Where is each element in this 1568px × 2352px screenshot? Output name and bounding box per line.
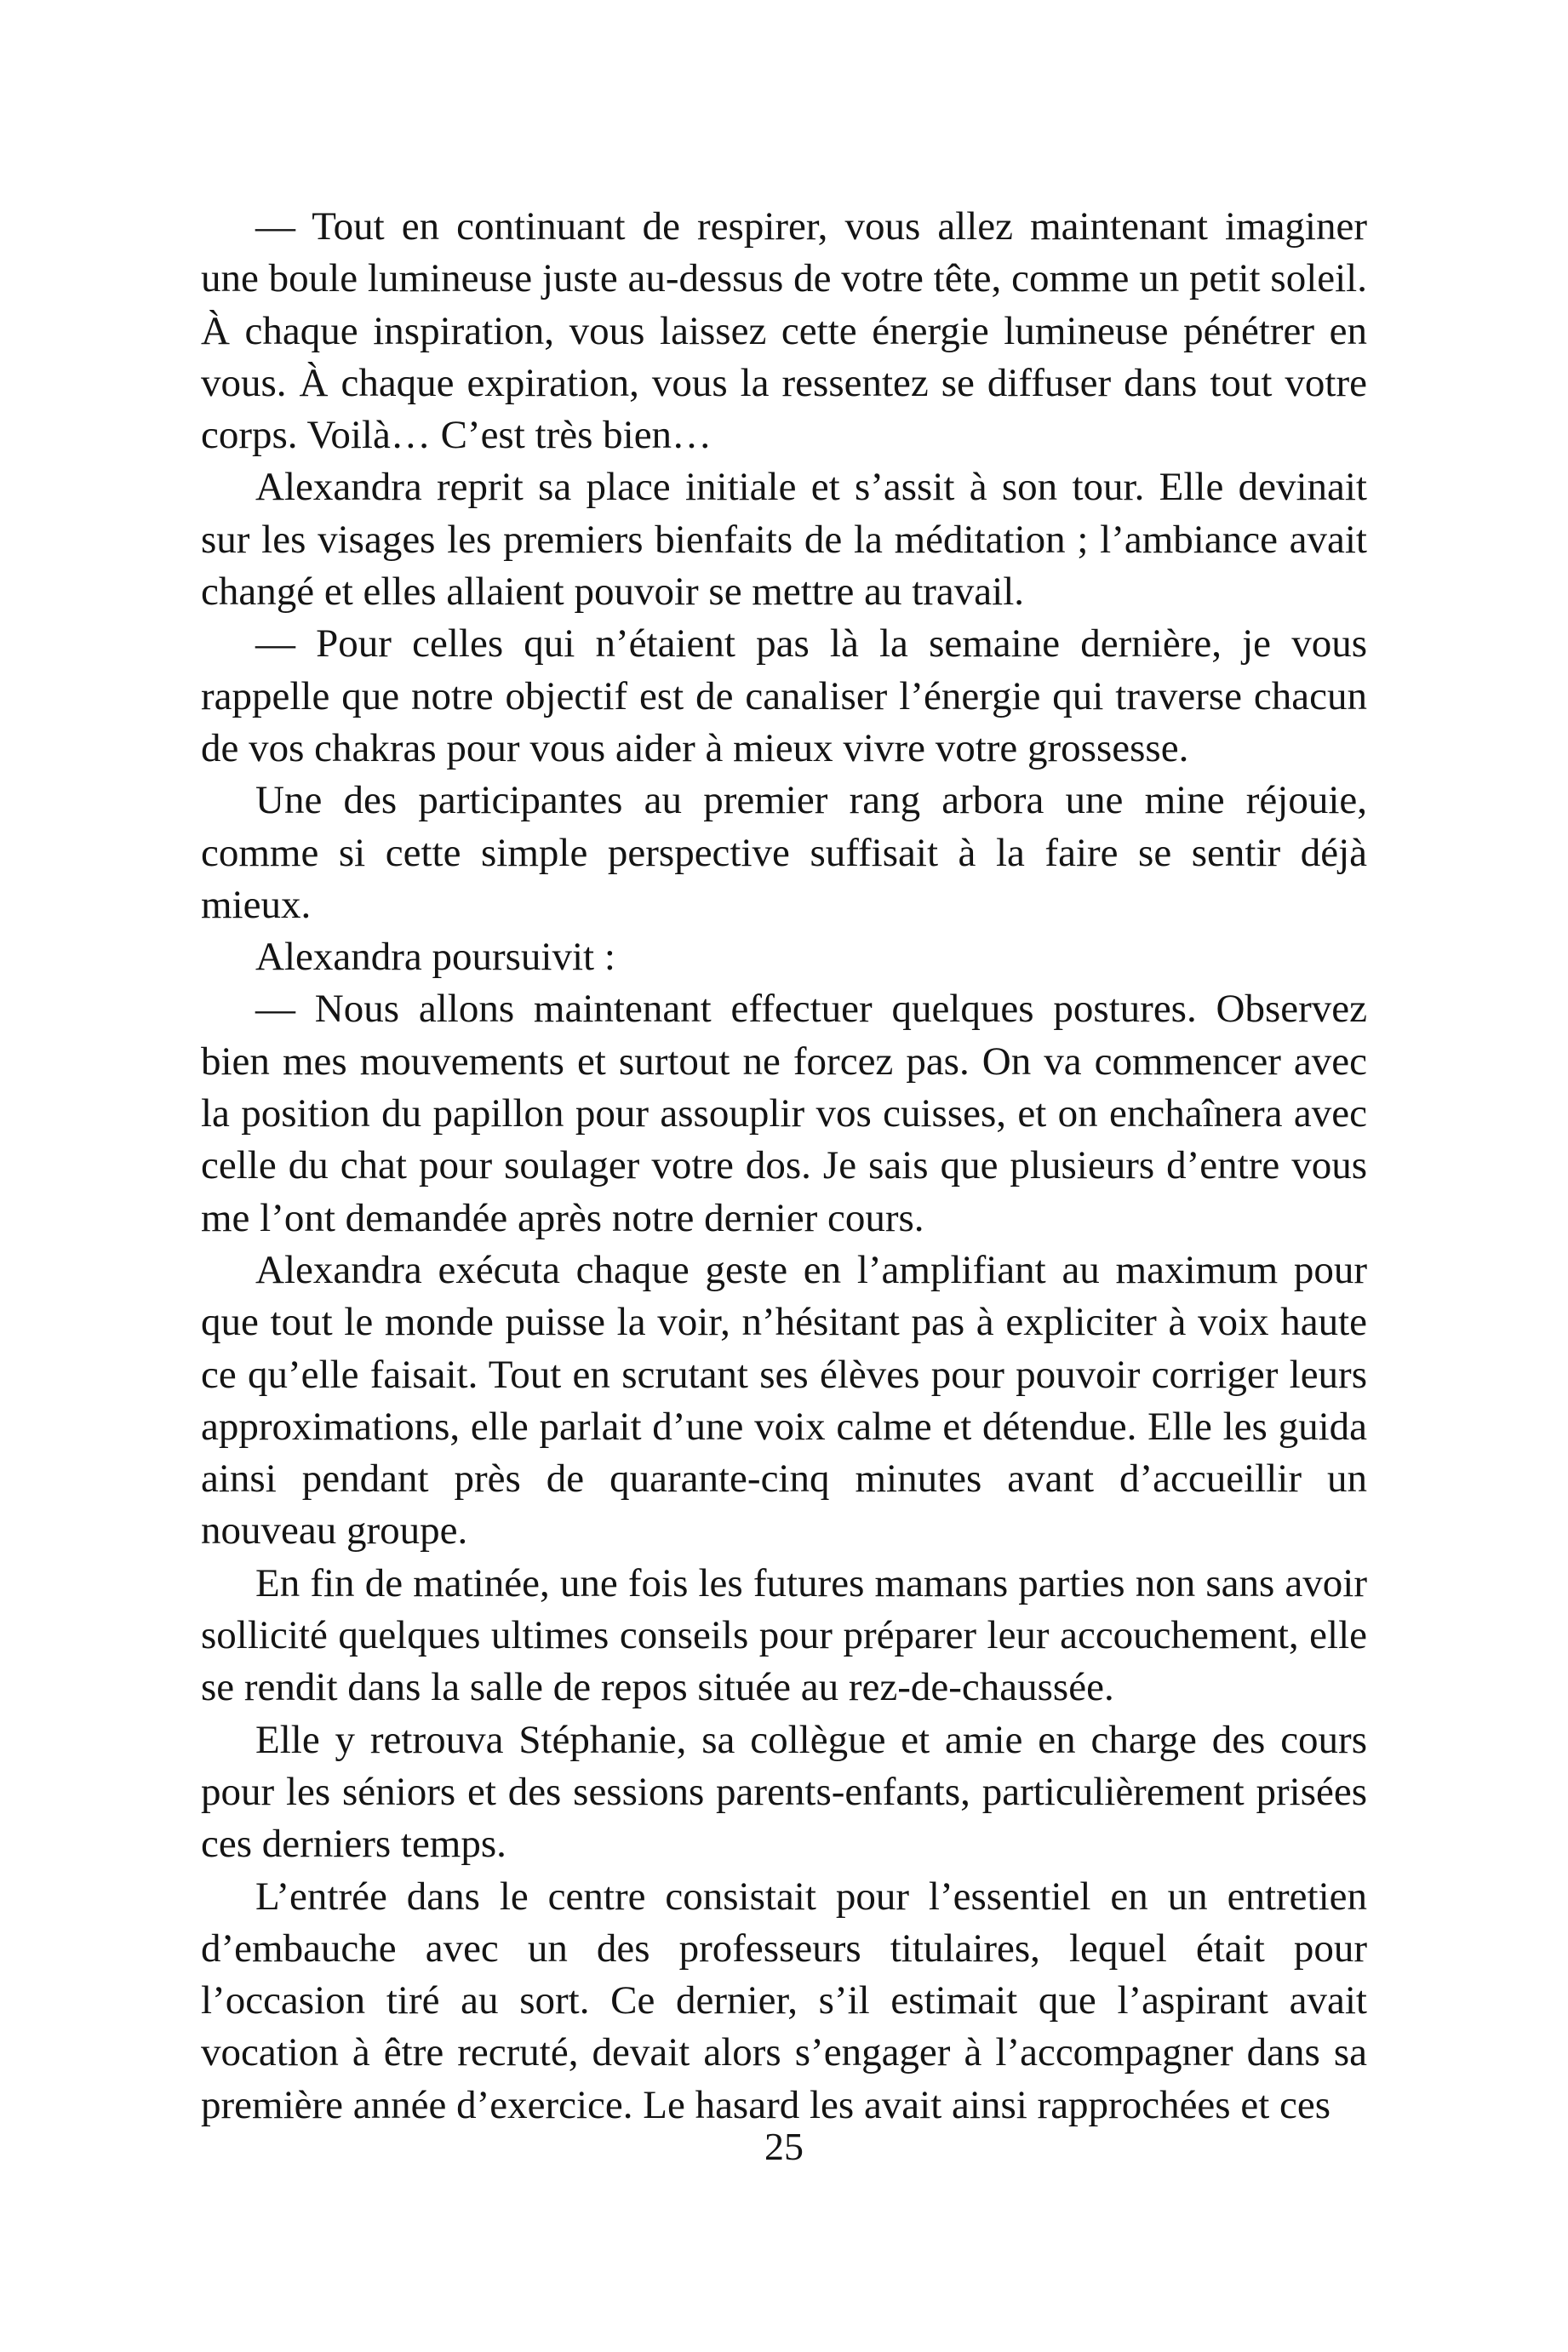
paragraph-6: — Nous allons maintenant effectuer quelques postures. Observez bien mes mouvements et surtout ne forcez pas. On va commencer avec la position du papillon pour assouplir vos cuisses, et on enchaînera avec celle du chat pour soulager votre dos. Je sais que plusieurs d’entre vous me l’ont demandée après notre dernier cours. bbox=[201, 987, 1367, 1240]
paragraph-7: Alexandra exécuta chaque geste en l’amplifiant au maximum pour que tout le monde puisse la voir, n’hésitant pas à expliciter à voix haute ce qu’elle faisait. Tout en scrutant ses élèves pour pouvoir corriger leurs approximations, elle parlait d’une voix calme et détendue. Elle les guida ainsi pendant près de quarante-cinq minutes avant d’accueillir un nouveau groupe. bbox=[201, 1247, 1367, 1554]
page-number: 25 bbox=[764, 2125, 804, 2168]
body-text bbox=[201, 201, 1367, 2132]
paragraph-4: Une des participantes au premier rang arbora une mine réjouie, comme si cette simple perspective suffisait à la faire se sentir déjà mieux. bbox=[201, 778, 1367, 927]
paragraph-8: En fin de matinée, une fois les futures mamans parties non sans avoir sollicité quelques ultimes conseils pour préparer leur accouchement, elle se rendit dans la salle de repos située au rez-de-chaussée. bbox=[201, 1560, 1367, 1710]
paragraph-3: — Pour celles qui n’étaient pas là la semaine dernière, je vous rappelle que notre objectif est de canaliser l’énergie qui traverse chacun de vos chakras pour vous aider à mieux vivre votre grossesse. bbox=[201, 621, 1367, 770]
paragraph-9: Elle y retrouva Stéphanie, sa collègue et amie en charge des cours pour les séniors et des sessions parents-enfants, particulièrement prisées ces derniers temps. bbox=[201, 1717, 1367, 1867]
paragraph-5: Alexandra poursuivit : bbox=[255, 935, 615, 980]
paragraph-10: L’entrée dans le centre consistait pour l’essentiel en un entretien d’embauche avec un des professeurs titulaires, lequel était pour l’occasion tiré au sort. Ce dernier, s’il estimait que l’aspirant avait vocation à être recruté, devait alors s’engager à l’accompagner dans sa première année d’exercice. Le hasard les avait ainsi rapprochées et ces bbox=[201, 1874, 1367, 2127]
paragraph-2: Alexandra reprit sa place initiale et s’assit à son tour. Elle devinait sur les visages les premiers bienfaits de la méditation ; l’ambiance avait changé et elles allaient pouvoir se mettre au travail. bbox=[201, 465, 1367, 615]
paragraph-1: — Tout en continuant de respirer, vous allez maintenant imaginer une boule lumineuse juste au-dessus de votre tête, comme un petit soleil. À chaque inspiration, vous laissez cette énergie lumineuse pénétrer en vous. À chaque expiration, vous la ressentez se diffuser dans tout votre corps. Voilà… C’est très bien… bbox=[201, 204, 1367, 458]
